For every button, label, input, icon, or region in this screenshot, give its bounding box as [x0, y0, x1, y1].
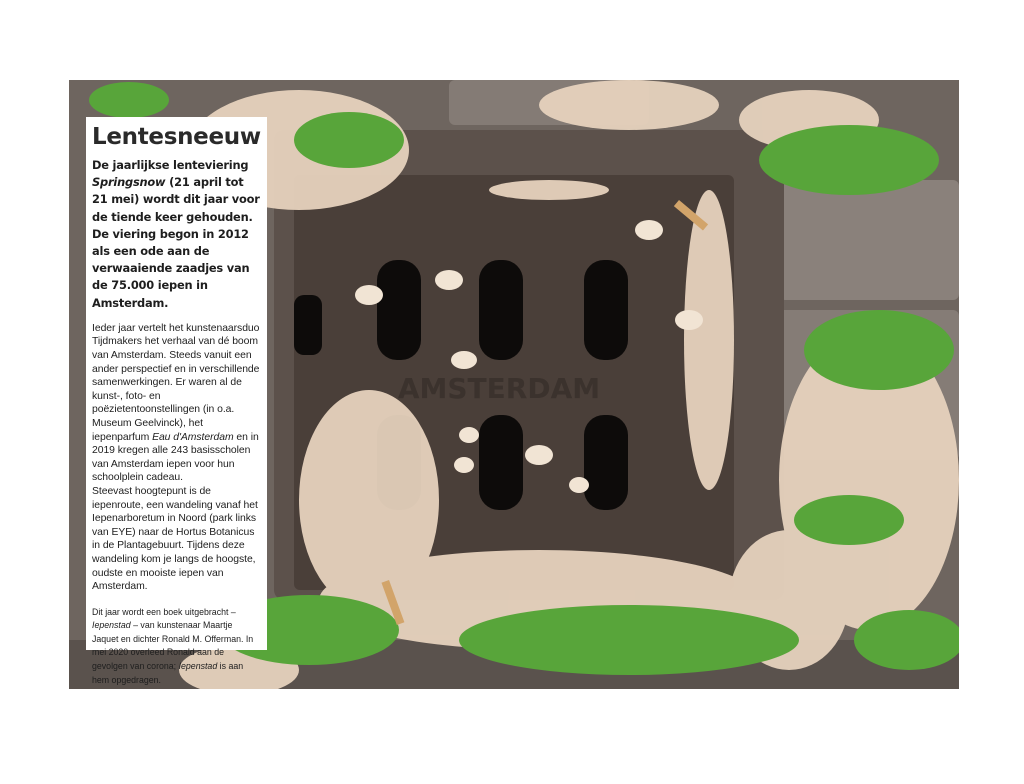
body-perfume-name: Eau d'Amsterdam [152, 431, 234, 443]
body-route-text: Steevast hoogtepunt is de iepenroute, een wandeling vanaf het Iepenarboretum in Noord (park links van EYE) naar de Hortus Botanicus in de Plantagebuurt. Tijdens deze wandeling kom je langs de hoogste, oudste en mooiste iepen van Amsterdam. [92, 485, 258, 593]
note-book-title: Iepenstad [92, 620, 131, 631]
note-book-title-2: Iepenstad [178, 661, 218, 672]
article-note [92, 606, 261, 688]
article-body [92, 322, 261, 594]
article-title: Lentesneeuw [92, 124, 261, 150]
note-text-end: is aan hem opgedragen. [92, 661, 244, 685]
lead-text: De jaarlijkse lenteviering [92, 158, 249, 172]
note-text: Dit jaar wordt een boek uitgebracht – [92, 606, 236, 617]
lead-text-cont: (21 april tot 21 mei) wordt dit jaar voor de tiende keer gehouden. De viering begon in 2012 als een ode aan de verwaaiende zaadjes van de 75.000 iepen in Amsterdam. [92, 175, 260, 310]
article-textbox [86, 117, 267, 685]
note-text-cont: – van kunstenaar Maartje Jaquet en dichter Ronald M. Offerman. In mei 2020 overleed Ronald aan de gevolgen van corona; [92, 620, 254, 672]
article-lead [92, 157, 261, 312]
body-text: Ieder jaar vertelt het kunstenaarsduo Tijdmakers het verhaal van dé boom van Amsterdam. Steeds vanuit een ander perspectief en in verschillende samenwerkingen. Er waren al de kunst-, foto- en poëzietentoonstellingen (in o.a. Museum Geelvinck), het iepenparfum [92, 322, 260, 443]
lead-event-name: Springsnow [92, 175, 166, 190]
body-text-cont: en in 2019 kregen alle 243 basisscholen van Amsterdam iepen voor hun schoolplein cadeau. [92, 431, 259, 484]
grate-embossed-text: AMSTERDAM [397, 372, 601, 405]
